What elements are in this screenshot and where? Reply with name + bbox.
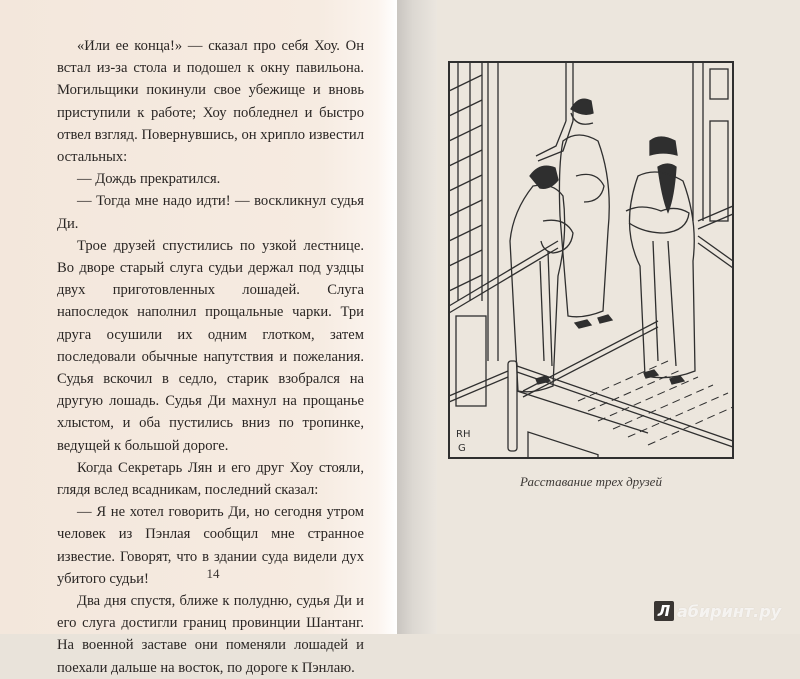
body-text [57, 35, 364, 679]
artist-monogram-g: G [458, 443, 466, 454]
figure-middle [559, 99, 612, 328]
lattice-window [449, 62, 482, 301]
figure-left [510, 166, 573, 392]
paragraph: — Тогда мне надо идти! — воскликнул судья Ди. [57, 193, 364, 232]
paragraph: — Дождь прекратился. [77, 171, 221, 188]
illustration-lines [449, 62, 733, 459]
illustration [448, 61, 734, 459]
illustration-caption: Расставание трех друзей [520, 474, 662, 489]
book-gutter [397, 0, 437, 634]
paragraph: Два дня спустя, ближе к полудню, судья Ди и его слуга достигли границ провинции Шантанг. На военной заставе они поменяли лошадей и поехали дальше на восток, по дороге к Пэнлаю. [57, 593, 364, 676]
illustration-frame [449, 62, 733, 458]
page-number: 14 [206, 566, 220, 581]
paragraph: Когда Секретарь Лян и его друг Хоу стояли, глядя вслед всадникам, последний сказал: [57, 459, 364, 499]
labirint-watermark [654, 600, 781, 622]
paragraph: Трое друзей спустились по узкой лестнице. Во дворе старый слуга судьи держал под уздцы двух приготовленных лошадей. Слуга напоследок наполнил прощальные чарки. Три друга осушили их одним глотком, затем последовали обычные напутствия и пожелания. Судья вскочил в седло, старик взобрался на другую лошадь. Судья Ди махнул на прощанье хлыстом, и оба пустились вниз по тропинке, ведущей к большой дороге. [57, 237, 364, 454]
paragraph: «Или ее конца!» — сказал про себя Хоу. Он встал из-за стола и подошел к окну павильона. Могильщики покинули свое убежище и вновь приступили к работе; Хоу побледнел и быстро отвел взгляд. Повернувшись, он хрипло известил остальных: [57, 38, 364, 166]
paragraph: — Я не хотел говорить Ди, но сегодня утром человек из Пэнлая сообщил мне странное известие. Говорят, что в здании суда видели дух убитого судьи! [57, 504, 364, 587]
artist-monogram: RH [456, 429, 471, 440]
watermark-text: абиринт.ру [677, 601, 782, 621]
labirint-logo-icon: Л [654, 601, 674, 621]
figure-right [626, 137, 695, 384]
